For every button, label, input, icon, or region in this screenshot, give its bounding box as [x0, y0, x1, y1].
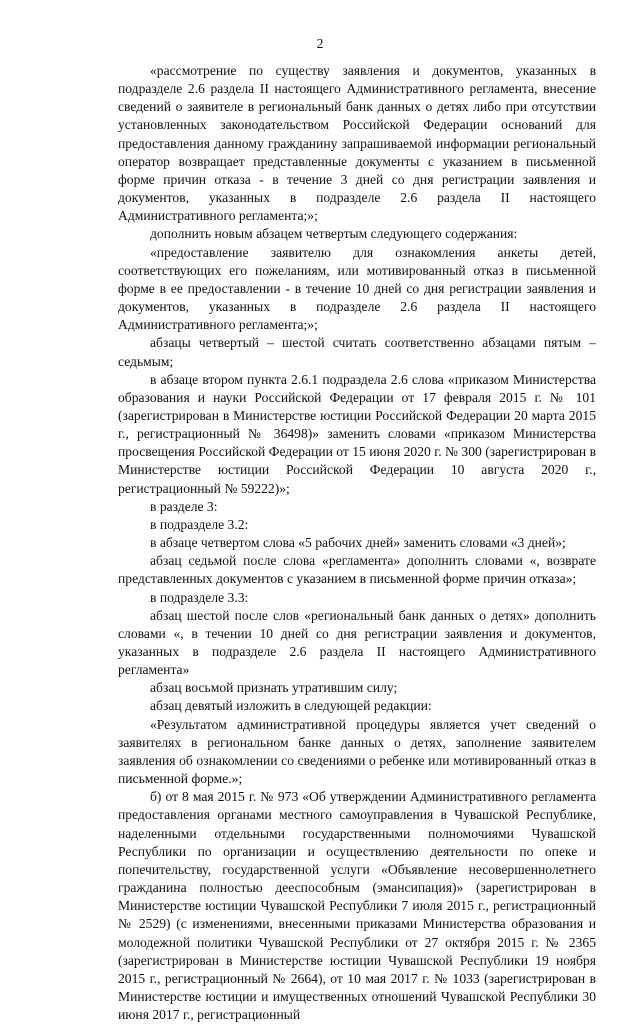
paragraph: в абзаце втором пункта 2.6.1 подраздела 2.6 слова «приказом Министерства образования и науки Российской Федерации от 17 февраля 2015 г. № 101 (зарегистрирован в Министерстве юстиции Российской Федерации 20 марта 2015 г., регистрационный № 36498)» заменить словами «приказом Министерства просвещения Российской Федерации от 15 июня 2020 г. № 300 (зарегистрирован в Министерстве юстиции Российской Федерации 10 августа 2020 г., регистрационный № 59222)»; — [118, 371, 596, 496]
paragraph: абзацы четвертый – шестой считать соответственно абзацами пятым – седьмым; — [118, 335, 596, 369]
paragraph: «Результатом административной процедуры является учет сведений о заявителях в региональном банке данных о детях, заполнение заявителем заявления об ознакомлении со сведениями о ребенке или мотивированный отказ в письменной форме.»; — [118, 716, 596, 787]
paragraph: б) от 8 мая 2015 г. № 973 «Об утверждении Административного регламента предоставления органами местного самоуправления в Чувашской Республике, наделенными отдельными государственными полномочиями Чувашской Республики по организации и осуществлению деятельности по опеке и попечительству, государственной услуги «Объявление несовершеннолетнего гражданина полностью дееспособным (эмансипация)» (зарегистрирован в Министерстве юстиции Чувашской Республики 7 июля 2015 г., регистрационный № 2529) (с изменениями, внесенными приказами Министерства образования и молодежной политики Чувашской Республики от 27 октября 2015 г. № 2365 (зарегистрирован в Министерстве юстиции Чувашской Республики 19 ноября 2015 г., регистрационный № 2664), от 10 мая 2017 г. № 1033 (зарегистрирован в Министерстве юстиции и имущественных отношений Чувашской Республики 30 июня 2017 г., регистрационный — [118, 789, 596, 1023]
paragraph: в разделе 3: — [150, 498, 218, 514]
paragraph: «рассмотрение по существу заявления и документов, указанных в подразделе 2.6 раздела II настоящего Административного регламента, внесение сведений о заявителе в региональный банк данных о детях либо при отсутствии установленных законодательством Российской Федерации оснований для предоставления данному гражданину запрашиваемой информации региональный оператор возвращает представленные документы с указанием в письменной форме причин отказа - в течение 3 дней со дня регистрации заявления и документов, указанных в подразделе 2.6 раздела II настоящего Административного регламента;»; — [118, 63, 596, 224]
paragraph: в подразделе 3.3: — [150, 589, 249, 605]
paragraph: абзац девятый изложить в следующей редакции: — [150, 698, 432, 714]
page-number: 2 — [316, 36, 324, 51]
paragraph: абзац восьмой признать утратившим силу; — [150, 680, 398, 696]
paragraph: в подразделе 3.2: — [150, 516, 249, 532]
paragraph: в абзаце четвертом слова «5 рабочих дней» заменить словами «3 дней»; — [150, 535, 566, 551]
paragraph: абзац седьмой после слова «регламента» дополнить словами «, возврате представленных документов с указанием в письменной форме причин отказа»; — [118, 553, 596, 587]
paragraph: дополнить новым абзацем четвертым следующего содержания: — [150, 226, 518, 242]
paragraph: абзац шестой после слов «региональный банк данных о детях» дополнить словами «, в течении 10 дней со дня регистрации заявления и документов, указанных в подразделе 2.6 раздела II настоящего Административного регламента» — [118, 607, 596, 678]
paragraph: «предоставление заявителю для ознакомления анкеты детей, соответствующих его пожеланиям, или мотивированный отказ в письменной форме в ее предоставлении - в течение 10 дней со дня регистрации заявления и документов, указанных в подразделе 2.6 раздела II настоящего Административного регламента;»; — [118, 244, 596, 333]
